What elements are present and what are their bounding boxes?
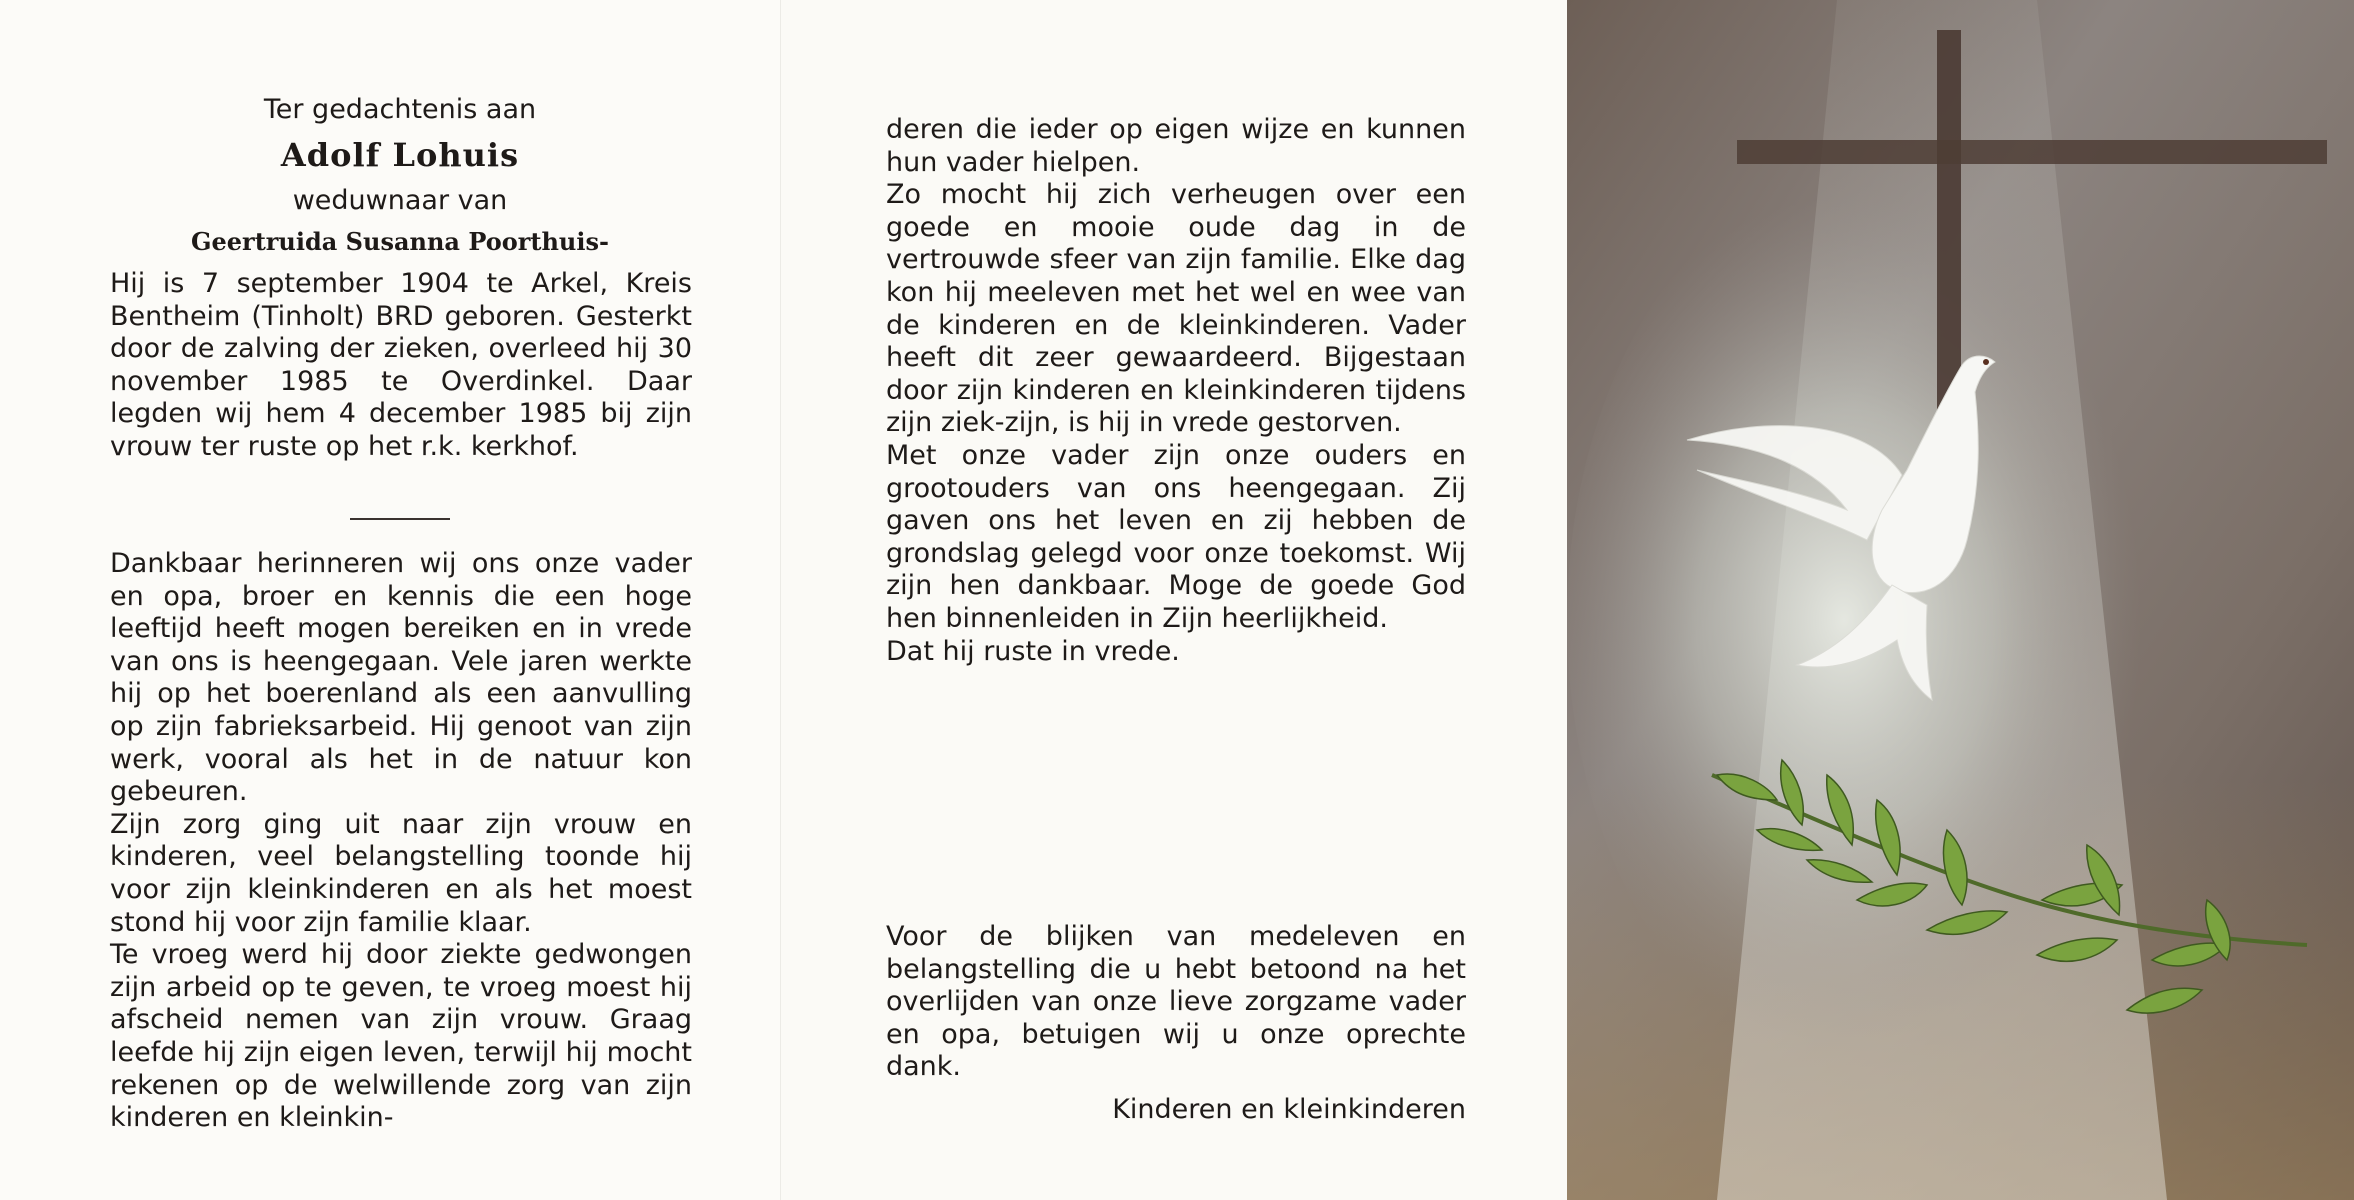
memory-paragraph: Te vroeg werd hij door ziekte gedwongen zijn arbeid op te geven, te vroeg moest hij afscheid nemen van zijn vrouw. Graag leefde hij zijn eigen leven, terwijl hij mocht rekenen op de welwillende zorg van zijn kinderen en kleinkin- — [110, 939, 692, 1134]
biography-text: Hij is 7 september 1904 te Arkel, Kreis Bentheim (Tinholt) BRD geboren. Gesterkt door de zalving der zieken, overleed hij 30 november 1985 te Overdinkel. Daar legden wij hem 4 december 1985 bij zijn vrouw ter ruste op het r.k. kerkhof. — [110, 268, 692, 462]
memorial-heading — [100, 92, 700, 264]
continuation-paragraph: Met onze vader zijn onze ouders en grootouders van ons heengegaan. Zij gaven ons het leven en zij hebben de grondslag gelegd voor onze toekomst. Wij zijn hen dankbaar. Moge de goede God hen binnenleiden in Zijn heerlijkheid. — [886, 439, 1466, 634]
left-page — [0, 0, 780, 1200]
right-page — [1567, 0, 2354, 1200]
memory-paragraph: Zijn zorg ging uit naar zijn vrouw en kinderen, veel belangstelling toonde hij voor zijn kleinkinderen en als het moest stond hij voor zijn familie klaar. — [110, 808, 692, 938]
dove-cross-painting — [1567, 0, 2354, 1200]
signature: Kinderen en kleinkinderen — [1112, 1094, 1466, 1125]
continuation-paragraph: deren die ieder op eigen wijze en kunnen hun vader hielpen. — [886, 114, 1466, 178]
middle-page — [780, 0, 1568, 1200]
continuation-text — [886, 114, 1466, 668]
continuation-paragraph: Zo mocht hij zich verheugen over een goede en mooie oude dag in de vertrouwde sfeer van zijn familie. Elke dag kon hij meeleven met het wel en wee van de kinderen en de kleinkinderen. Vader heeft dit zeer gewaardeerd. Bijgestaan door zijn kinderen en kleinkinderen tijdens zijn ziek-zijn, is hij in vrede gestorven. — [886, 179, 1466, 439]
thanks-text: Voor de blijken van medeleven en belangstelling die u hebt betoond na het overlijden van onze lieve zorgzame vader en opa, betuigen wij u onze oprechte dank. — [886, 921, 1466, 1083]
intro-line: Ter gedachtenis aan — [263, 94, 537, 125]
relation-line: weduwnaar van — [292, 185, 508, 216]
section-divider — [350, 518, 450, 520]
memory-text — [110, 548, 692, 1135]
continuation-paragraph: Dat hij ruste in vrede. — [886, 635, 1180, 667]
deceased-name: Adolf Lohuis — [280, 136, 520, 174]
spouse-name: Geertruida Susanna Poorthuis- — [191, 227, 609, 256]
memory-paragraph: Dankbaar herinneren wij ons onze vader en opa, broer en kennis die een hoge leeftijd heeft mogen bereiken en in vrede van ons is heengegaan. Vele jaren werkte hij op het boerenland als een aanvulling op zijn fabrieksarbeid. Hij genoot van zijn werk, vooral als het in de natuur kon gebeuren. — [110, 548, 692, 808]
